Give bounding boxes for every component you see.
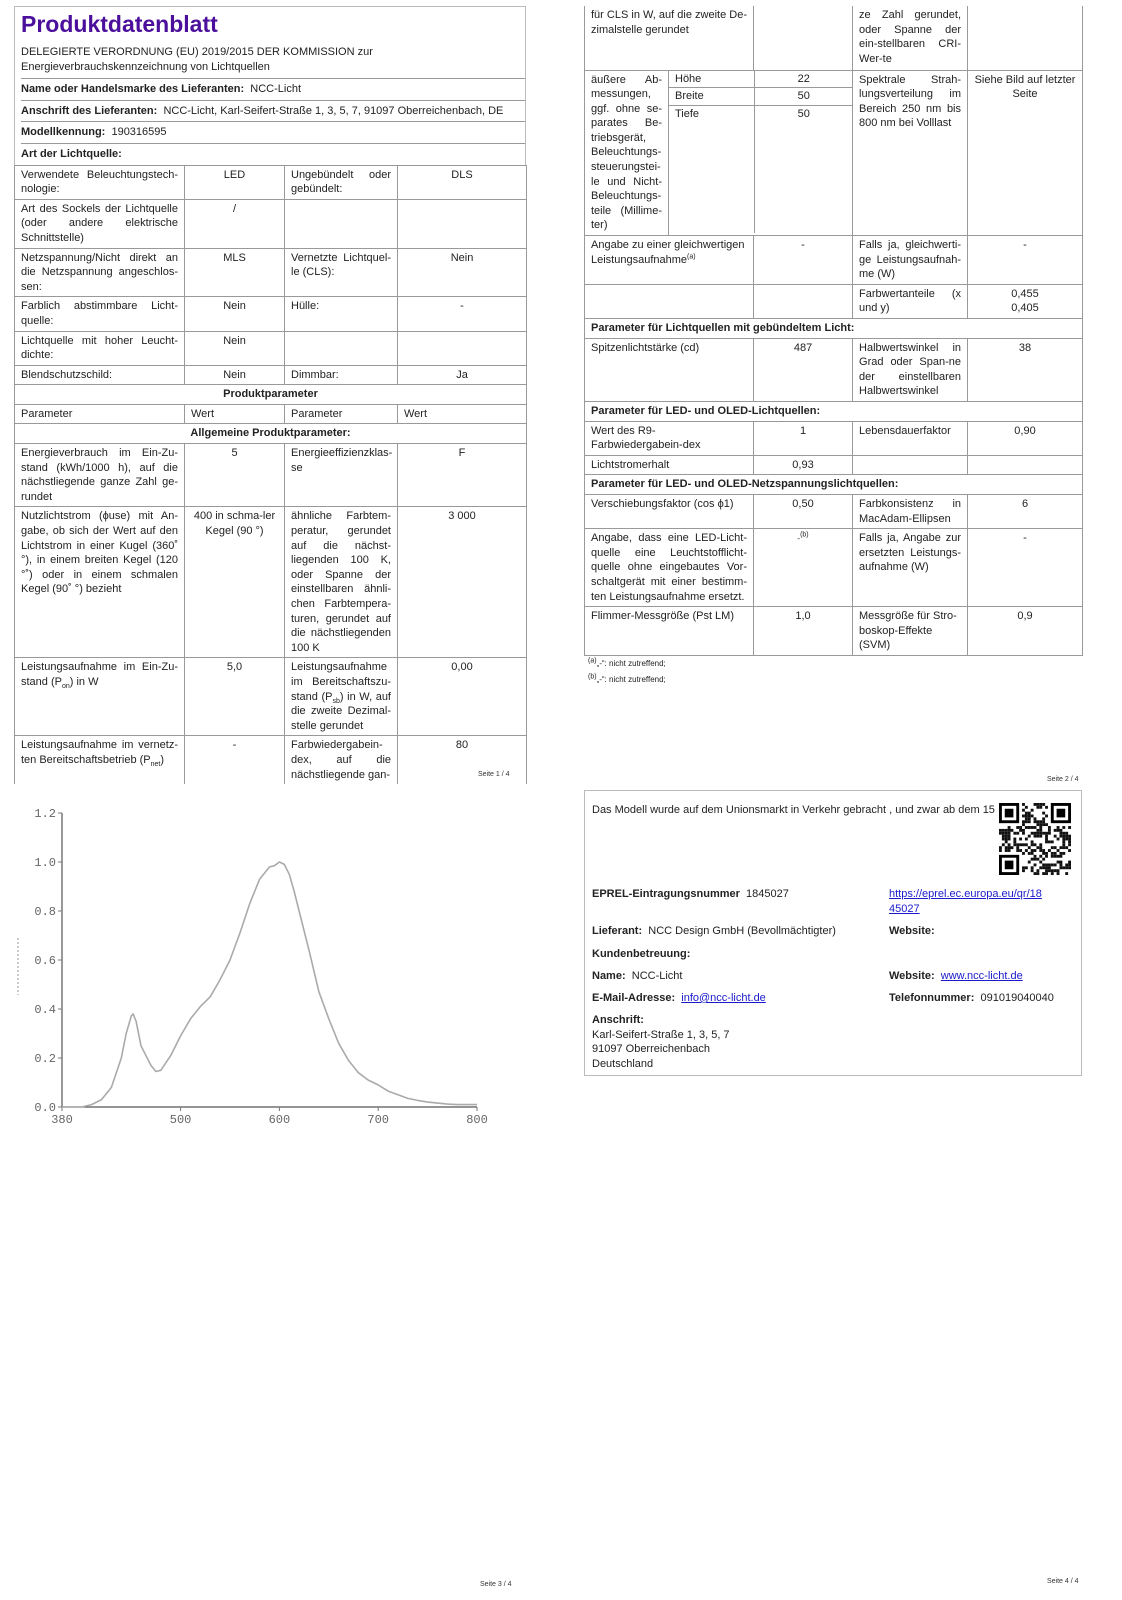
- y-tick-label: 0.8: [34, 905, 56, 919]
- footnote-b: [584, 672, 1082, 688]
- beam-value: 38: [968, 338, 1083, 401]
- eprel-value: 1845027: [746, 888, 789, 900]
- directional-heading: Parameter für Lichtquellen mit gebündeltem Licht:: [585, 319, 1083, 339]
- supplier-label: Lieferant:: [592, 925, 643, 937]
- dimensions-table: [669, 71, 853, 234]
- empty-cell: [754, 284, 853, 318]
- x-tick-label: 600: [268, 1113, 291, 1127]
- pon-label-post: ) in W: [69, 675, 99, 688]
- dimension-value: 50: [797, 107, 810, 120]
- table-row: [15, 507, 527, 658]
- series-line-0: [62, 862, 477, 1107]
- table-row: [15, 658, 527, 736]
- table-row: [15, 365, 527, 385]
- table-row: [585, 6, 1083, 70]
- qr-code-icon[interactable]: [999, 803, 1071, 875]
- table-row: [15, 199, 527, 248]
- pon-label: [15, 658, 185, 736]
- page-3: [0, 790, 560, 1590]
- page-1-table: [14, 165, 527, 785]
- eprel-row: [592, 887, 789, 902]
- address-block: [592, 1013, 730, 1071]
- table-row: [585, 284, 1083, 318]
- pon-value: 5,0: [185, 658, 285, 736]
- equiv-value: -: [754, 236, 853, 285]
- dimension-row: [669, 71, 853, 88]
- r9-label: Wert des R9-Farbwiedergabein-dex: [585, 421, 754, 455]
- footnote-b-sup: (b): [588, 673, 597, 681]
- replace-w-label: Falls ja, Angabe zur ersetzten Leistungs-aufnahme (W): [853, 529, 968, 607]
- x-tick-label: 500: [169, 1113, 192, 1127]
- col-header-parameter-1: Parameter: [15, 404, 185, 424]
- market-date-text: Das Modell wurde auf dem Unionsmarkt in Verkehr gebracht , und zwar ab dem 15: [592, 804, 995, 816]
- mains-heading-row: [585, 475, 1083, 495]
- table-row: [585, 338, 1083, 401]
- param-label: Art des Sockels der Lichtquelle (oder andere elektrische Schnittstelle): [15, 199, 185, 248]
- phone-value: 091019040040: [980, 992, 1054, 1004]
- dimensions-row: [585, 70, 1083, 236]
- dimension-row: [669, 105, 853, 233]
- param-label: Energieeffizienzklas-se: [285, 444, 398, 507]
- life-label: Lebensdauerfaktor: [853, 421, 968, 455]
- dimension-name: Höhe: [669, 71, 754, 88]
- equiv-label: [585, 236, 754, 285]
- footnote-b-text: „-“: nicht zutreffend;: [596, 674, 666, 684]
- table-row: [585, 455, 1083, 475]
- param-value: MLS: [185, 248, 285, 297]
- param-value: [398, 199, 527, 248]
- website-row-1: [889, 924, 935, 939]
- param-label: Netzspannung/Nicht direkt an die Netzspannung angeschlos-sen:: [15, 248, 185, 297]
- dimension-row: [669, 88, 853, 106]
- param-label: Farblich abstimmbare Licht-quelle:: [15, 297, 185, 331]
- phone-row: [889, 991, 1054, 1006]
- cls-continued-value: [754, 6, 853, 70]
- general-params-heading: Allgemeine Produktparameter:: [15, 424, 527, 444]
- flicker-value: 1,0: [754, 607, 853, 656]
- param-label: ähnliche Farbtem-peratur, gerundet auf die nächst-liegenden 100 K, oder Spanne der einstellbaren ähnli-chen Farbtempera-turen, gerundet auf die nächstliegenden 100 K: [285, 507, 398, 658]
- empty-cell: [853, 455, 968, 475]
- footnote-a-text: „-“: nicht zutreffend;: [596, 658, 666, 668]
- param-value: Nein: [185, 331, 285, 365]
- page-number-2: Seite 2 / 4: [1047, 776, 1079, 783]
- param-label: [285, 199, 398, 248]
- y-tick-label: 0.0: [34, 1101, 56, 1115]
- x-tick-label: 700: [367, 1113, 389, 1127]
- replace-value: [754, 529, 853, 607]
- dimension-value: 50: [754, 88, 853, 106]
- pon-label-text: Leistungsaufnahme im Ein-Zu-stand (P: [21, 661, 178, 688]
- param-value: F: [398, 444, 527, 507]
- x-tick-label: 800: [466, 1113, 488, 1127]
- dimension-name: Breite: [669, 88, 754, 106]
- param-label: Verwendete Beleuchtungstech-nologie:: [15, 165, 185, 199]
- col-header-value-1: Wert: [185, 404, 285, 424]
- param-label: Lichtquelle mit hoher Leucht-dichte:: [15, 331, 185, 365]
- maint-label: Lichtstromerhalt: [585, 455, 754, 475]
- website-link[interactable]: www.ncc-licht.de: [940, 970, 1023, 982]
- led-heading: Parameter für LED- und OLED-Lichtquellen:: [585, 401, 1083, 421]
- supplier-value: NCC Design GmbH (Bevollmächtigter): [648, 925, 836, 937]
- replace-w-value: -: [968, 529, 1083, 607]
- flicker-label: Flimmer-Messgröße (Pst LM): [585, 607, 754, 656]
- page-4: [584, 790, 1082, 1076]
- psb-label: [285, 658, 398, 736]
- page-number-4: Seite 4 / 4: [1047, 1578, 1079, 1585]
- param-label: Nutzlichtstrom (ϕuse) mit An-gabe, ob sich der Wert auf den Lichtstrom in einer Kugel (360˚ °), in einem breiten Kegel (120 °˚) oder in einem schmalen Kegel (90˚ °) bezieht: [15, 507, 185, 658]
- macadam-value: 6: [968, 494, 1083, 528]
- subtitle-line-2: Energieverbrauchskennzeichnung von Lichtquellen: [21, 60, 270, 73]
- phone-label: Telefonnummer:: [889, 992, 975, 1004]
- empty-cell: [585, 284, 754, 318]
- pnet-sub: net: [150, 761, 161, 769]
- table-row: [585, 607, 1083, 656]
- model-value: 190316595: [111, 126, 167, 139]
- website-label-2: Website:: [889, 970, 935, 982]
- life-value: 0,90: [968, 421, 1083, 455]
- eprel-label: EPREL-Eintragungsnummer: [592, 888, 740, 900]
- eprel-link-line-1[interactable]: https://eprel.ec.europa.eu/qr/18: [889, 888, 1042, 900]
- param-value: Nein: [185, 365, 285, 385]
- footnote-a-sup: (a): [588, 657, 597, 665]
- chroma-values: [968, 284, 1083, 318]
- y-tick-label: 0.2: [34, 1052, 56, 1066]
- table-row: [15, 331, 527, 365]
- name-value: NCC-Licht: [631, 970, 683, 982]
- param-label: Energieverbrauch im Ein-Zu-stand (kWh/1000 h), auf die nächstliegende ganze Zahl ge-rundet: [15, 444, 185, 507]
- cls-continued-label: für CLS in W, auf die zweite De-zimalstelle gerundet: [585, 6, 754, 70]
- col-header-parameter-2: Parameter: [285, 404, 398, 424]
- spectral-chart: [0, 790, 500, 1135]
- cri-label: Farbwiedergabein-dex, auf die nächstliegende gan-: [285, 736, 398, 784]
- svm-value: 0,9: [968, 607, 1083, 656]
- replace-label: Angabe, dass eine LED-Licht-quelle eine Leuchtstofflicht-quelle ohne eingebautes Vor-schaltgerät mit einer bestimm-ten Leistungsaufnahme ersetzt.: [585, 529, 754, 607]
- page-title: Produktdatenblatt: [21, 11, 218, 37]
- general-params-heading-row: [15, 424, 527, 444]
- param-value: Nein: [398, 248, 527, 297]
- param-label: Vernetzte Lichtquel-le (CLS):: [285, 248, 398, 297]
- param-label: [285, 331, 398, 365]
- led-heading-row: [585, 401, 1083, 421]
- pnet-label-text: Leistungsaufnahme im vernetz-ten Bereitschaftsbetrieb (P: [21, 739, 178, 766]
- address-line-3: Deutschland: [592, 1057, 654, 1070]
- chroma-y: 0,405: [1011, 302, 1039, 315]
- equiv-w-label: Falls ja, gleichwerti-ge Leistungsaufnah-me (W): [853, 236, 968, 285]
- pnet-label-post: ): [160, 753, 165, 766]
- replace-value-text: -: [797, 534, 801, 544]
- light-type-heading: Art der Lichtquelle:: [21, 147, 122, 160]
- pon-sub: on: [61, 683, 70, 691]
- param-value: /: [185, 199, 285, 248]
- param-value: 5: [185, 444, 285, 507]
- table-row: [585, 421, 1083, 455]
- dimensions-list: [669, 71, 853, 234]
- y-tick-label: 1.0: [34, 856, 56, 870]
- param-label: Blendschutzschild:: [15, 365, 185, 385]
- model-label: Modellkennung:: [21, 126, 106, 139]
- param-value: -: [398, 297, 527, 331]
- dimension-name: Tiefe: [669, 105, 754, 233]
- email-link[interactable]: info@ncc-licht.de: [681, 992, 766, 1004]
- email-row: [592, 991, 766, 1006]
- column-header-row: [15, 404, 527, 424]
- cri-value: 80: [398, 736, 527, 784]
- chroma-label: Farbwertanteile (x und y): [853, 284, 968, 318]
- macadam-label: Farbkonsistenz in MacAdam-Ellipsen: [853, 494, 968, 528]
- model-row: [21, 121, 525, 143]
- param-value: 400 in schma-ler Kegel (90 °): [185, 507, 285, 658]
- name-label: Name:: [592, 970, 626, 982]
- pnet-label: [15, 736, 185, 784]
- chroma-x: 0,455: [1011, 287, 1039, 300]
- supplier-name-row: [21, 78, 525, 100]
- address-line-2: 91097 Oberreichenbach: [592, 1043, 711, 1056]
- supplier-name-value: NCC-Licht: [250, 83, 301, 96]
- dimension-value: 22: [754, 71, 853, 88]
- psb-label-text: Leistungsaufnahme im Bereitschaftszu-stand (P: [291, 661, 391, 703]
- y-tick-label: 0.4: [34, 1003, 56, 1017]
- general-rows: [15, 444, 527, 658]
- table-row: [15, 248, 527, 297]
- param-label: Hülle:: [285, 297, 398, 331]
- col-header-value-2: Wert: [398, 404, 527, 424]
- cri-continued-value: [968, 6, 1083, 70]
- cos-value: 0,50: [754, 494, 853, 528]
- table-row: [585, 494, 1083, 528]
- equiv-sup: (a): [687, 252, 696, 260]
- page-1: [14, 6, 526, 784]
- supplier-name-label: Name oder Handelsmarke des Lieferanten:: [21, 83, 245, 96]
- svm-label: Messgröße für Stro-boskop-Effekte (SVM): [853, 607, 968, 656]
- address-label: Anschrift:: [592, 1014, 644, 1026]
- table-row: [585, 529, 1083, 607]
- page-2-table: [584, 6, 1083, 656]
- psb-sub: sb: [332, 697, 340, 705]
- subtitle-line-1: DELEGIERTE VERORDNUNG (EU) 2019/2015 DER KOMMISSION zur: [21, 46, 373, 58]
- light-type-heading-row: [21, 143, 525, 165]
- pnet-value: -: [185, 736, 285, 784]
- r9-value: 1: [754, 421, 853, 455]
- table-row: [15, 444, 527, 507]
- equiv-label-text: Angabe zu einer gleichwertigen Leistungsaufnahme: [591, 239, 745, 266]
- x-tick-label: 380: [51, 1113, 73, 1127]
- equiv-w-value: -: [968, 236, 1083, 285]
- eprel-link-line-2[interactable]: 45027: [889, 902, 920, 915]
- address-line-1: Karl-Seifert-Straße 1, 3, 5, 7: [592, 1028, 730, 1041]
- param-value: DLS: [398, 165, 527, 199]
- page-number-1: Seite 1 / 4: [478, 771, 510, 778]
- eprel-link[interactable]: [889, 887, 1042, 916]
- maint-value: 0,93: [754, 455, 853, 475]
- param-value: Ja: [398, 365, 527, 385]
- y-tick-label: 1.2: [34, 807, 56, 821]
- website-label-1: Website:: [889, 925, 935, 937]
- peak-label: Spitzenlichtstärke (cd): [585, 338, 754, 401]
- table-row: [585, 236, 1083, 285]
- supplier-address-value: NCC-Licht, Karl-Seifert-Straße 1, 3, 5, 7, 91097 Oberreichenbach, DE: [163, 104, 504, 117]
- page-2: [584, 6, 1082, 688]
- website-row-2: [889, 969, 1023, 984]
- spectral-label: Spektrale Strah-lungsverteilung im Bereich 250 nm bis 800 nm bei Volllast: [853, 70, 968, 236]
- cri-continued-label: ze Zahl gerundet, oder Spanne der ein-stellbaren CRI-Wer-te: [853, 6, 968, 70]
- supplier-address-row: [21, 100, 525, 122]
- dimensions-label: äußere Ab-messungen, ggf. ohne se-parates Be-triebsgerät, Beleuchtungs-steuerungstei-le und Nicht-Beleuchtungs-teile (Millime-ter): [585, 70, 669, 236]
- beam-label: Halbwertswinkel in Grad oder Span-ne der einstellbaren Halbwertswinkel: [853, 338, 968, 401]
- dimensions-cell: [669, 70, 853, 236]
- table-row: [15, 165, 527, 199]
- replace-sup: (b): [800, 531, 809, 539]
- email-label: E-Mail-Adresse:: [592, 992, 676, 1004]
- light-type-rows: [15, 165, 527, 385]
- regulation-subtitle: [21, 39, 525, 78]
- peak-value: 487: [754, 338, 853, 401]
- page-1-frame: [14, 6, 526, 165]
- name-row: [592, 969, 682, 984]
- table-row: [15, 297, 527, 331]
- psb-label-post: ) in W, auf die zweite Dezimal-stelle gerundet: [291, 690, 391, 732]
- supplier-row: [592, 924, 836, 939]
- param-value: [398, 331, 527, 365]
- footnote-a: [584, 656, 1082, 672]
- customer-service-label: Kundenbetreuung:: [592, 948, 691, 960]
- empty-cell: [968, 455, 1083, 475]
- param-value: Nein: [185, 297, 285, 331]
- param-value: 3 000: [398, 507, 527, 658]
- psb-value: 0,00: [398, 658, 527, 736]
- supplier-address-label: Anschrift des Lieferanten:: [21, 104, 158, 117]
- spectral-value: Siehe Bild auf letzter Seite: [968, 70, 1083, 236]
- param-value: LED: [185, 165, 285, 199]
- param-label: Ungebündelt oder gebündelt:: [285, 165, 398, 199]
- table-row: [15, 736, 527, 784]
- directional-heading-row: [585, 319, 1083, 339]
- page-number-3: Seite 3 / 4: [480, 1581, 512, 1588]
- customer-service-heading: [592, 947, 690, 962]
- cos-label: Verschiebungsfaktor (cos ϕ1): [585, 494, 754, 528]
- mains-heading: Parameter für LED- und OLED-Netzspannungslichtquellen:: [585, 475, 1083, 495]
- y-tick-label: 0.6: [34, 954, 56, 968]
- param-label: Dimmbar:: [285, 365, 398, 385]
- product-params-heading: Produktparameter: [15, 385, 527, 405]
- product-params-heading-row: [15, 385, 527, 405]
